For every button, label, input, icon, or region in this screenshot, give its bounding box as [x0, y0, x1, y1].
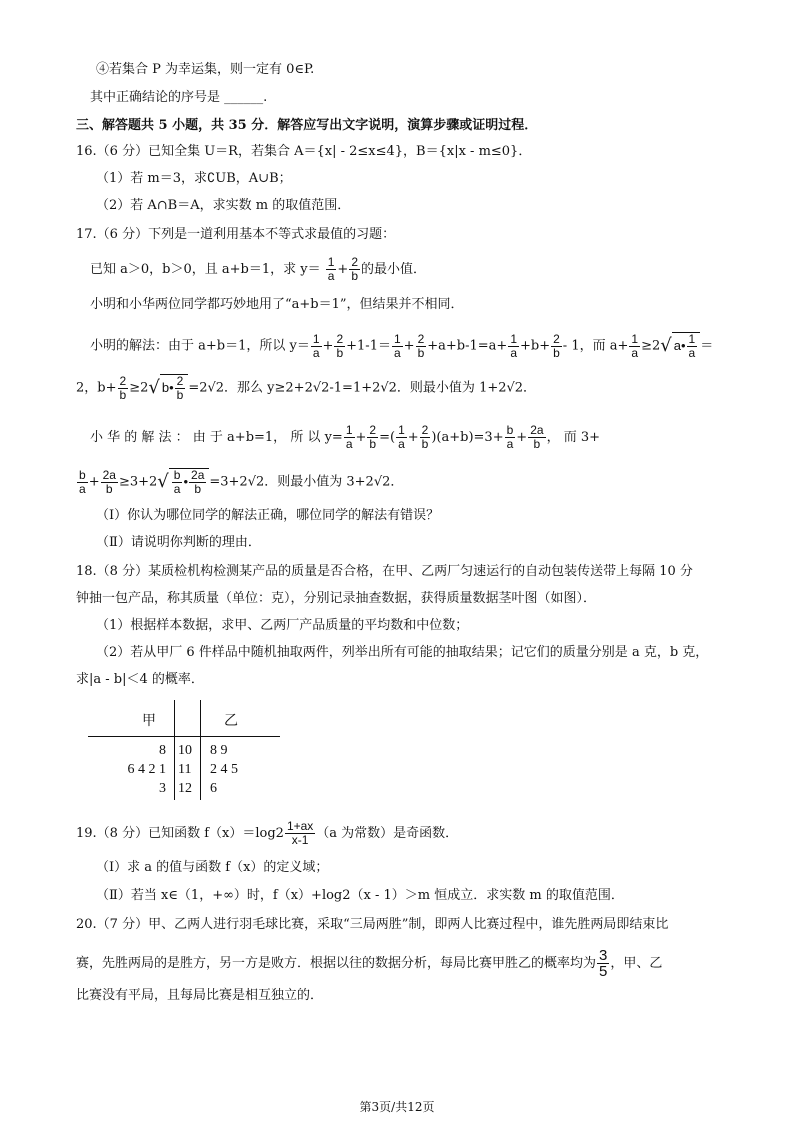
stem-row-left: 8: [159, 743, 166, 758]
q18-line2: 钟抽一包产品，称其质量（单位：克），分别记录抽查数据，获得质量数据茎叶图（如图）．: [76, 591, 597, 606]
q15-conclusion: 其中正确结论的序号是 ______.: [90, 90, 268, 105]
q17-xiaohua-line2: $\frac{b}{a}$ + $\frac{2a}{b}$ ≥3+2√ $\frac{b}{a}$ • $\frac{2a}{b}$ =3+2√2．则最小值为 3+2√2．: [79, 467, 404, 496]
stem-divider-left: [174, 700, 175, 800]
q17-xiaoming-line2: 2，b+ $\frac{2}{b}$ ≥2√ b• $\frac{2}{b}$ =2√2．那么 y≥2+2√2-1=1+2√2．则最小值为 1+2√2．: [76, 373, 537, 402]
page-footer: 第3页/共12页: [359, 1100, 435, 1114]
stem-row-left: 3: [159, 781, 166, 796]
q17-part2: （Ⅱ）请说明你判断的理由．: [96, 535, 261, 550]
q18-line1: 18.（8 分）某质检机构检测某产品的质量是否合格，在甲、乙两厂匀速运行的自动包装传送带上每隔 10 分: [76, 564, 693, 579]
stem-row-stem: 12: [178, 781, 192, 796]
q17-xiaohua-line1: 小 华 的 解 法 ： 由 于 a+b=1， 所 以 y= $\frac{1}{a}$ + $\frac{2}{b}$ =( $\frac{1}{a}$ + $\frac{2}{b}$ )(a+b)=3+ $\frac{b}{a}$ + $\frac{2a}{b}$ ， 而 3+: [90, 423, 600, 451]
section-heading: 三、解答题共 5 小题，共 35 分．解答应写出文字说明，演算步骤或证明过程．: [76, 118, 538, 133]
q17-part1: （Ⅰ）你认为哪位同学的解法正确，哪位同学的解法有错误？: [96, 508, 440, 523]
stem-row-stem: 11: [178, 762, 192, 777]
stem-row-right: 8 9: [210, 743, 228, 758]
q20-line2: 赛，先胜两局的是胜方，另一方是败方．根据以往的数据分析，每局比赛甲胜乙的概率均为 $\frac{3}{5}$ ，甲、乙: [76, 947, 663, 980]
q19-part2: （Ⅱ）若当 x∈（1，+∞）时，f（x）+log2（x - 1）＞m 恒成立．求实数 m 的取值范围．: [96, 888, 624, 903]
stem-row-stem: 10: [178, 743, 192, 758]
q16-part2: （2）若 A∩B＝A，求实数 m 的取值范围．: [96, 198, 351, 213]
stem-leaf-plot: [88, 700, 288, 800]
q15-item4: ④若集合 P 为幸运集，则一定有 0∈P.: [96, 62, 315, 77]
q18-part2a: （2）若从甲厂 6 件样品中随机抽取两件，列举出所有可能的抽取结果；记它们的质量分别是 a 克，b 克，: [96, 645, 709, 660]
q17-stem: 17.（6 分）下列是一道利用基本不等式求最值的习题：: [76, 227, 396, 242]
stem-row-right: 6: [210, 781, 217, 796]
q20-line3: 比赛没有平局，且每局比赛是相互独立的．: [76, 988, 324, 1003]
stem-divider-right: [200, 700, 201, 800]
q19-stem: 19.（8 分）已知函数 f（x）＝log2 $\frac{1+ax}{x-1}$ （a 为常数）是奇函数．: [76, 819, 459, 847]
stem-row-left: 6 4 2 1: [127, 762, 166, 777]
q20-line1: 20.（7 分）甲、乙两人进行羽毛球比赛，采取“三局两胜”制，即两人比赛过程中，谁先胜两局即结束比: [76, 917, 669, 932]
stem-header-jia: 甲: [142, 714, 156, 729]
q19-part1: （Ⅰ）求 a 的值与函数 f（x）的定义域；: [96, 860, 329, 875]
q18-part1: （1）根据样本数据，求甲、乙两厂产品质量的平均数和中位数；: [96, 618, 469, 633]
stem-header-yi: 乙: [224, 714, 238, 729]
q17-given: 已知 a＞0，b＞0，且 a+b＝1，求 y＝ $\frac{1}{a}$ + $\frac{2}{b}$ 的最小值．: [90, 255, 427, 283]
stem-row-right: 2 4 5: [210, 762, 238, 777]
q18-part2b: 求|a - b|＜4 的概率．: [76, 672, 204, 687]
q17-note: 小明和小华两位同学都巧妙地用了“a+b＝1”，但结果并不相同．: [90, 297, 464, 312]
q17-xiaoming-line1: 小明的解法：由于 a+b＝1，所以 y＝ $\frac{1}{a}$ + $\frac{2}{b}$ +1-1＝ $\frac{1}{a}$ + $\frac{2}{b}$ +a+b-1=a+ $\frac{1}{a}$ +b+ $\frac{2}{b}$ - 1，而 a+ $\frac{1}{a}$ ≥2√ a• $\frac{1}{a}$ ＝: [90, 331, 714, 360]
q16-part1: （1）若 m＝3，求∁UB，A∪B；: [96, 171, 292, 186]
q16-stem: 16.（6 分）已知全集 U＝R，若集合 A＝{x| - 2≤x≤4}，B＝{x|x - m≤0}．: [76, 144, 532, 159]
stem-header-rule: [88, 736, 280, 737]
